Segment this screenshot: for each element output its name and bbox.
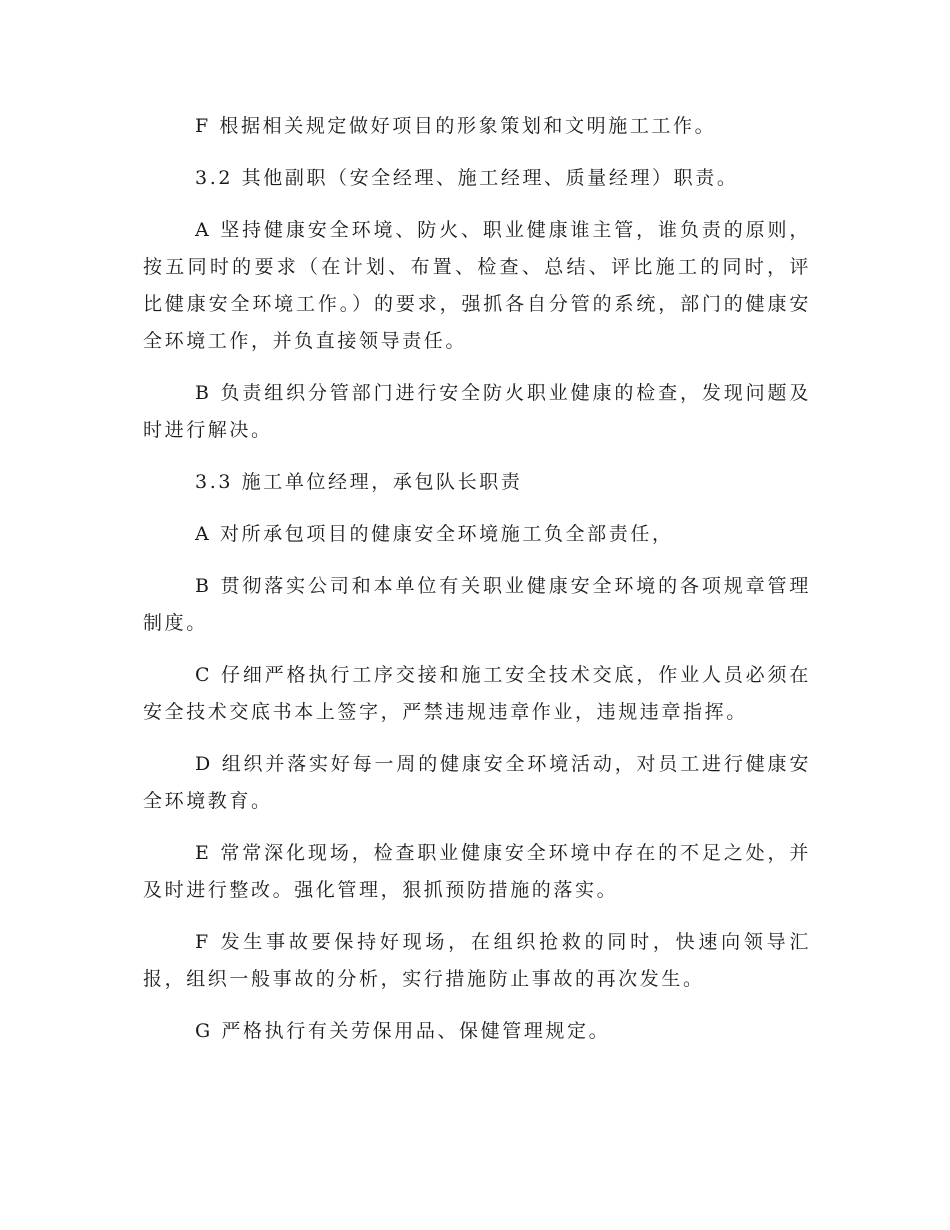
section-heading-3-2: 3.2 其他副职（安全经理、施工经理、质量经理）职责。	[195, 167, 739, 189]
paragraph-b-regulations: B 贯彻落实公司和本单位有关职业健康安全环境的各项规章管理制度。	[143, 575, 811, 634]
paragraph-e-site-inspection: E 常常深化现场，检查职业健康安全环境中存在的不足之处，并及时进行整改。强化管理，狠抓预防措施的落实。	[143, 842, 811, 901]
paragraph-f-image-planning: F 根据相关规定做好项目的形象策划和文明施工工作。	[195, 115, 717, 137]
section-heading-3-3: 3.3 施工单位经理，承包队长职责	[195, 471, 523, 493]
paragraph-f-accident-handling: F 发生事故要保持好现场，在组织抢救的同时，快速向领导汇报，组织一般事故的分析，实行措施防止事故的再次发生。	[143, 931, 811, 990]
paragraph-b-inspection: B 负责组织分管部门进行安全防火职业健康的检查，发现问题及时进行解决。	[143, 382, 811, 441]
document-body	[143, 108, 811, 1065]
paragraph-c-technical-briefing: C 仔细严格执行工序交接和施工安全技术交底，作业人员必须在安全技术交底书本上签字，严禁违规违章作业，违规违章指挥。	[143, 664, 811, 723]
paragraph-g-protective-equipment: G 严格执行有关劳保用品、保健管理规定。	[195, 1020, 611, 1042]
paragraph-a-full-responsibility: A 对所承包项目的健康安全环境施工负全部责任，	[195, 523, 674, 545]
paragraph-d-weekly-activity: D 组织并落实好每一周的健康安全环境活动，对员工进行健康安全环境教育。	[143, 753, 811, 812]
paragraph-a-responsibility-principle: A 坚持健康安全环境、防火、职业健康谁主管，谁负责的原则，按五同时的要求（在计划、布置、检查、总结、评比施工的同时，评比健康安全环境工作。）的要求，强抓各自分管的系统，部门的健康安全环境工作，并负直接领导责任。	[143, 219, 811, 352]
